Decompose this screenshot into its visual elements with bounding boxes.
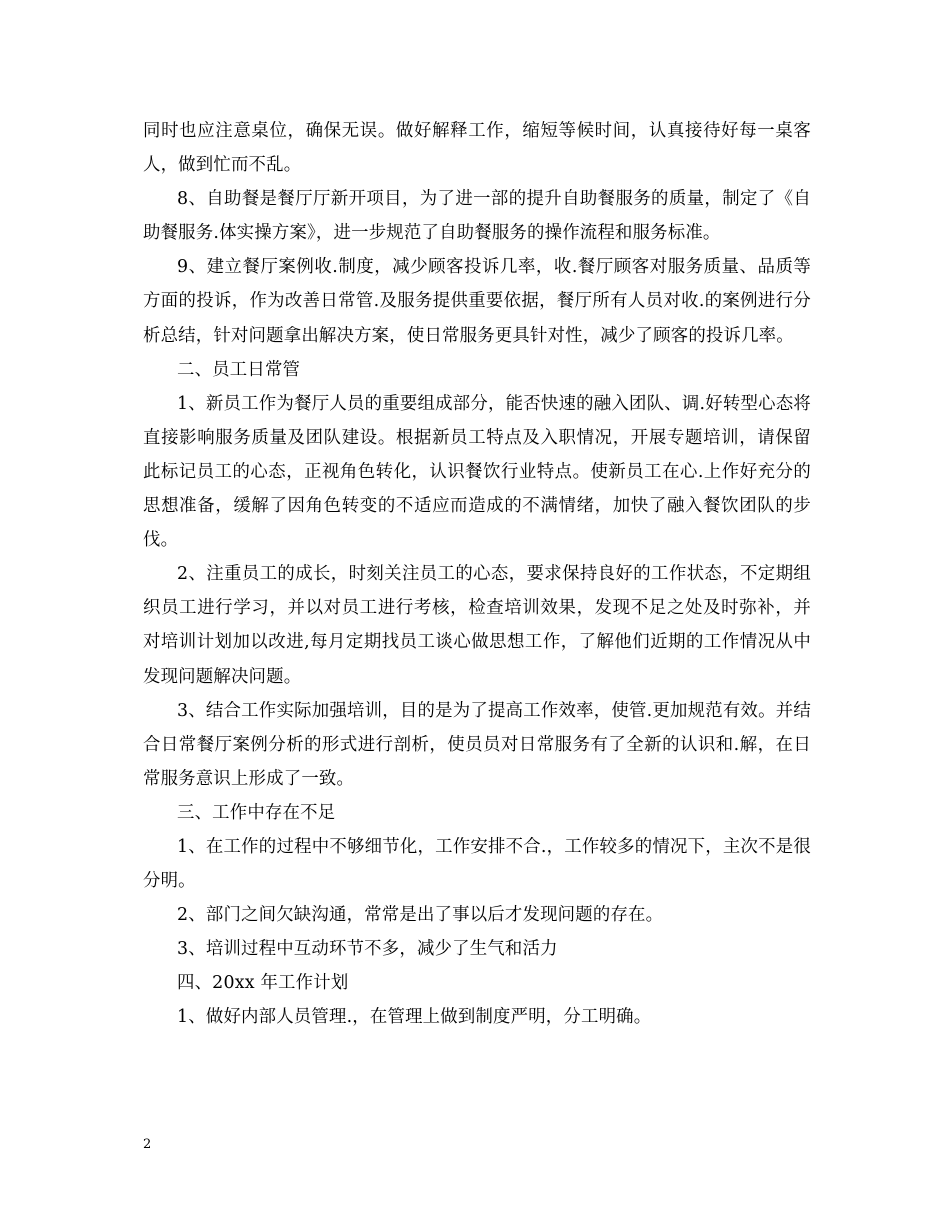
paragraph-staff-1: 1、新员工作为餐厅人员的重要组成部分，能否快速的融入团队、调.好转型心态将直接影响服务质量及团队建设。根据新员工特点及入职情况，开展专题培训，请保留此标记员工的心态，正视角色转化，认识餐饮行业特点。使新员工在心.上作好充分的思想准备，缓解了因角色转变的不适应而造成的不满情绪，加快了融入餐饮团队的步伐。 [143,393,811,551]
section-heading-3: 三、工作中存在不足 [177,802,336,823]
paragraph-item-8: 8、自助餐是餐厅厅新开项目，为了进一部的提升自助餐服务的质量，制定了《自助餐服务.体实操方案》，进一步规范了自助餐服务的操作流程和服务标准。 [143,189,811,244]
paragraph-staff-2: 2、注重员工的成长，时刻关注员工的心态，要求保持良好的工作状态，不定期组织员工进行学习，并以对员工进行考核，检查培训效果，发现不足之处及时弥补，并对培训计划加以改进,每月定期找员工谈心做思想工作，了解他们近期的工作情况从中发现问题解决问题。 [143,564,811,687]
page-number: 2 [143,1137,152,1152]
paragraph-plan-1: 1、做好内部人员管理.，在管理上做到制度严明，分工明确。 [177,1007,652,1028]
document-body [143,114,811,1035]
section-heading-4: 四、20xx 年工作计划 [177,973,349,994]
paragraph-continuation: 同时也应注意桌位，确保无误。做好解释工作，缩短等候时间，认真接待好每一桌客人，做到忙而不乱。 [143,121,811,176]
section-heading-2: 二、员工日常管 [177,359,301,380]
paragraph-issue-3: 3、培训过程中互动环节不多，减少了生气和活力 [177,939,558,960]
paragraph-issue-2: 2、部门之间欠缺沟通，常常是出了事以后才发现问题的存在。 [177,905,664,926]
paragraph-issue-1: 1、在工作的过程中不够细节化，工作安排不合.，工作较多的情况下，主次不是很分明。 [143,836,811,892]
paragraph-staff-3: 3、结合工作实际加强培训，目的是为了提高工作效率，使管.更加规范有效。并结合日常餐厅案例分析的形式进行剖析，使员员对日常服务有了全新的认识和.解，在日常服务意识上形成了一致。 [143,700,811,789]
paragraph-item-9: 9、建立餐厅案例收.制度，减少顾客投诉几率，收.餐厅顾客对服务质量、品质等方面的投诉，作为改善日常管.及服务提供重要依据，餐厅所有人员对收.的案例进行分析总结，针对问题拿出解决方案，使日常服务更具针对性，减少了顾客的投诉几率。 [143,257,811,346]
